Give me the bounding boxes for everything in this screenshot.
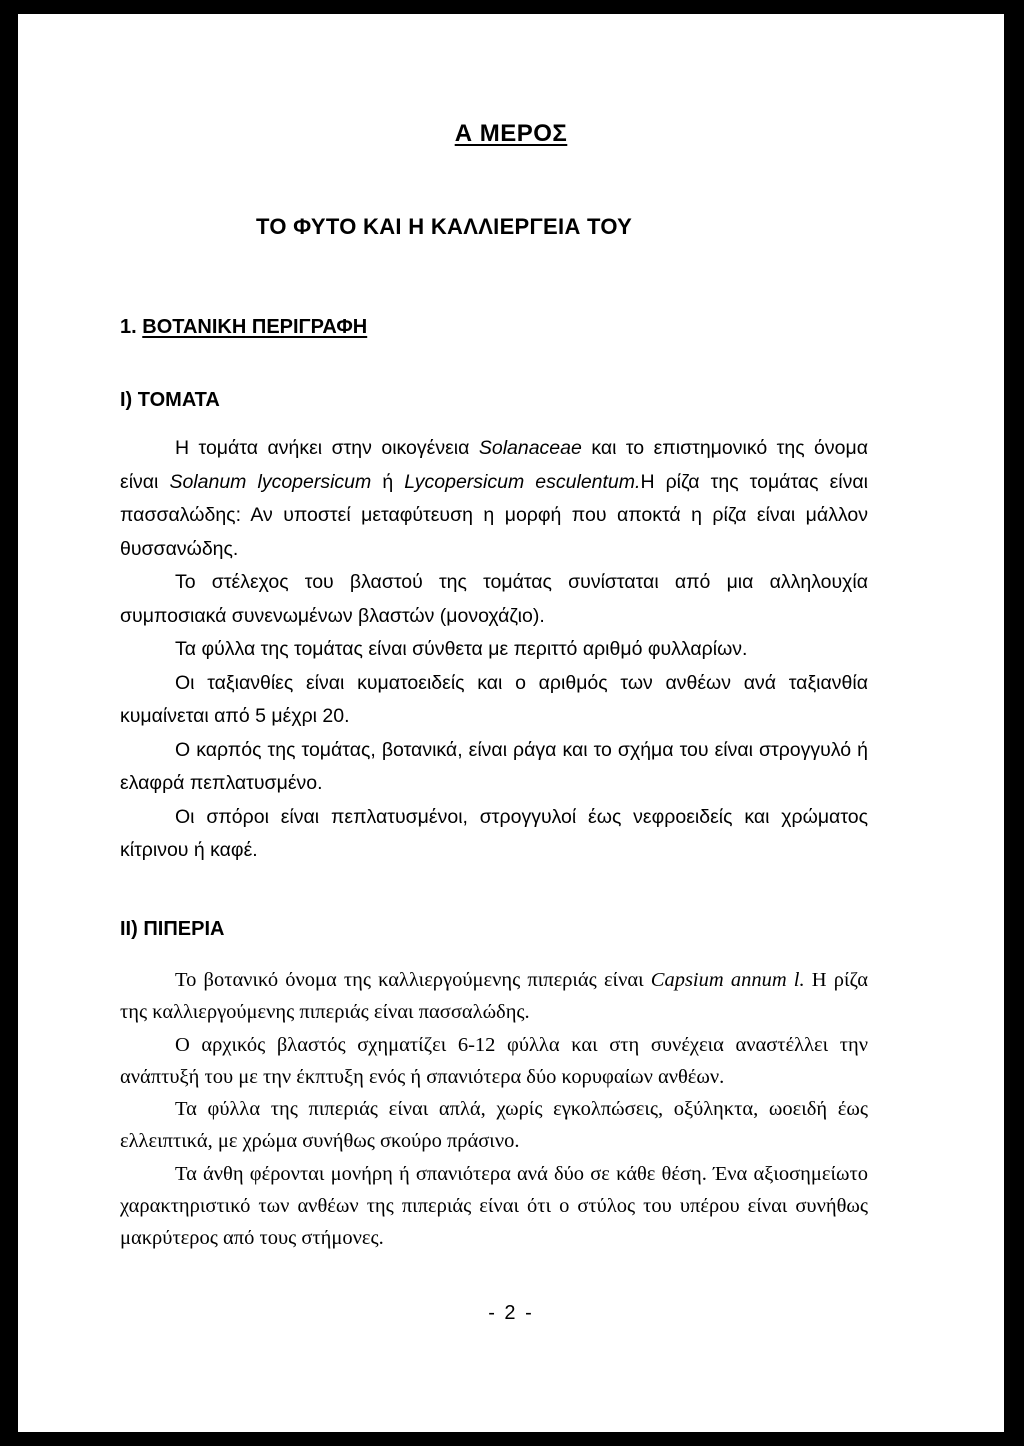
- tomato-p1-text-4: Η ρίζα της τομάτας είναι πασσαλώδης: Αν υποστεί μεταφύτευση η μορφή που αποκτά η ρίζα είναι μάλλον θυσσανώδης.: [120, 470, 868, 560]
- pepper-scientific-name: Capsium annum l.: [650, 969, 805, 991]
- pepper-description: [120, 964, 868, 1255]
- pepper-paragraph-2: Ο αρχικός βλαστός σχηματίζει 6-12 φύλλα και στη συνέχεια αναστέλλει την ανάπτυξή του με την έκπτυξη ενός ή σπανιότερα δύο κορυφαίων ανθέων.: [120, 1033, 868, 1088]
- page-number: - 2 -: [488, 1302, 534, 1324]
- tomato-description: [120, 432, 868, 868]
- tomato-p1-text-3: ή: [371, 470, 405, 493]
- tomato-paragraph-1: [120, 432, 868, 566]
- tomato-paragraph-4: Οι ταξιανθίες είναι κυματοειδείς και ο αριθμός των ανθέων ανά ταξιανθία κυμαίνεται από 5 μέχρι 20.: [120, 671, 868, 727]
- tomato-paragraph-5: Ο καρπός της τομάτας, βοτανικά, είναι ράγα και το σχήμα του είναι στρογγυλό ή ελαφρά πεπλατυσμένο.: [120, 738, 868, 794]
- tomato-scientific-name-2: Lycopersicum esculentum.: [404, 470, 641, 493]
- pepper-p1-text-2: Η ρίζα της καλλιεργούμενης πιπεριάς είναι πασσαλώδης.: [120, 969, 868, 1024]
- tomato-p1-text-1: Η τομάτα ανήκει στην οικογένεια: [175, 437, 479, 459]
- tomato-heading: Ι) ΤΟΜΑΤΑ: [120, 389, 220, 411]
- document-page: [18, 14, 1004, 1432]
- tomato-paragraph-2: Το στέλεχος του βλαστού της τομάτας συνίσταται από μια αλληλουχία συμποσιακά συνενωμένων βλαστών (μονοχάζιο).: [120, 571, 868, 627]
- pepper-paragraph-4: Τα άνθη φέρονται μονήρη ή σπανιότερα ανά δύο σε κάθε θέση. Ένα αξιοσημείωτο χαρακτηριστικό των ανθέων της πιπεριάς είναι ότι ο στύλος του υπέρου είναι συνήθως μακρύτερος από τους στήμονες.: [120, 1162, 868, 1250]
- part-title: Α ΜΕΡΟΣ: [454, 120, 568, 147]
- pepper-p1-text-1: Το βοτανικό όνομα της καλλιεργούμενης πιπεριάς είναι: [175, 969, 651, 991]
- tomato-paragraph-3: Τα φύλλα της τομάτας είναι σύνθετα με περιττό αριθμό φυλλαρίων.: [175, 638, 748, 660]
- pepper-paragraph-1: [120, 964, 868, 1029]
- pepper-paragraph-3: Τα φύλλα της πιπεριάς είναι απλά, χωρίς εγκολπώσεις, οξύληκτα, ωοειδή έως ελλειπτικά, με χρώμα συνήθως σκούρο πράσινο.: [120, 1098, 868, 1153]
- pepper-heading: ΙΙ) ΠΙΠΕΡΙΑ: [120, 918, 225, 940]
- tomato-p1-text-2: και το επιστημονικό της όνομα είναι: [120, 437, 868, 493]
- section-title-text: ΒΟΤΑΝΙΚΗ ΠΕΡΙΓΡΑΦΗ: [142, 316, 368, 338]
- section-title: [120, 316, 367, 339]
- chapter-title: ΤΟ ΦΥΤΟ ΚΑΙ Η ΚΑΛΛΙΕΡΓΕΙΑ ΤΟΥ: [256, 214, 633, 239]
- tomato-scientific-name-1: Solanum lycopersicum: [169, 470, 372, 493]
- tomato-paragraph-6: Οι σπόροι είναι πεπλατυσμένοι, στρογγυλοί έως νεφροειδείς και χρώματος κίτρινου ή καφέ.: [120, 805, 868, 861]
- tomato-family-name: Solanaceae: [478, 437, 582, 459]
- section-number: 1.: [120, 316, 137, 338]
